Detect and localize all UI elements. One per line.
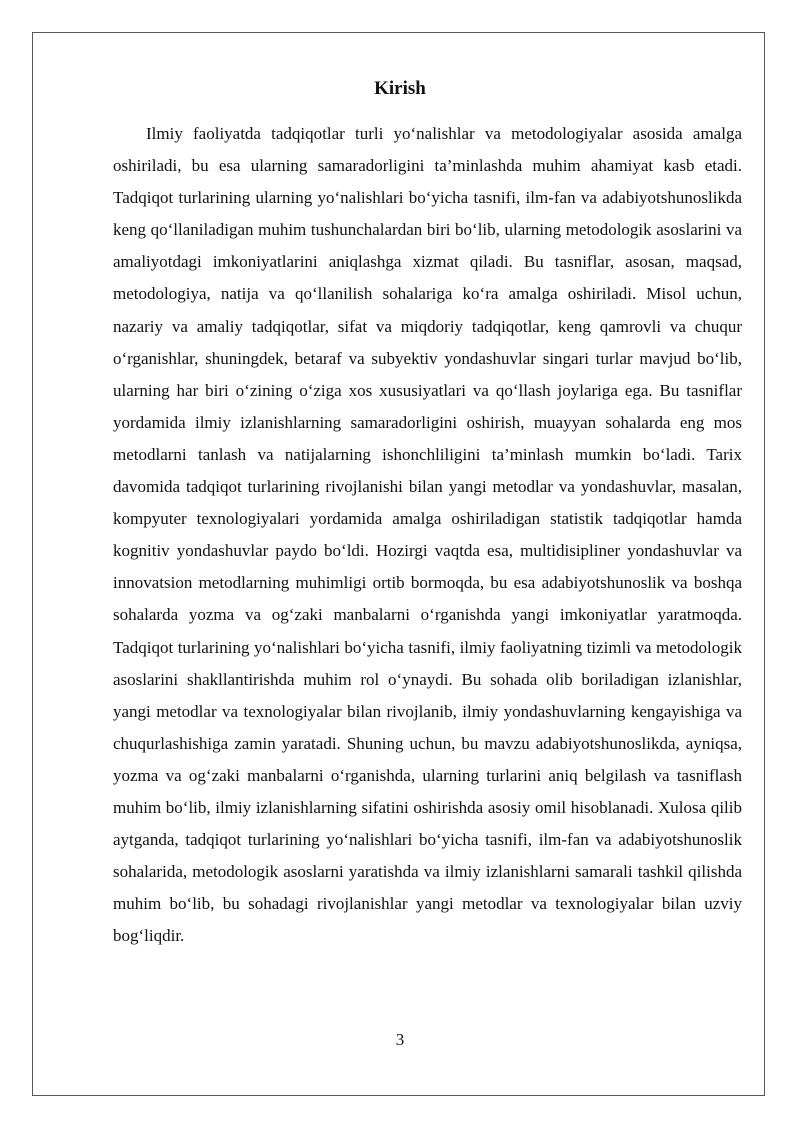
body-paragraph: Ilmiy faoliyatda tadqiqotlar turli yo‘nalishlar va metodologiyalar asosida amalga oshiriladi, bu esa ularning samaradorligini ta’minlashda muhim ahamiyat kasb etadi. Tadqiqot turlarining ularning yo‘nalishlari bo‘yicha tasnifi, ilm-fan va adabiyotshunoslikda keng qo‘llaniladigan muhim tushunchalardan biri bo‘lib, ularning metodologik asoslarini va amaliyotdagi imkoniyatlarini aniqlashga xizmat qiladi. Bu tasniflar, asosan, maqsad, metodologiya, natija va qo‘llanilish sohalariga ko‘ra amalga oshiriladi. Misol uchun, nazariy va amaliy tadqiqotlar, sifat va miqdoriy tadqiqotlar, keng qamrovli va chuqur o‘rganishlar, shuningdek, betaraf va subyektiv yondashuvlar singari turlar mavjud bo‘lib, ularning har biri o‘zining o‘ziga xos xususiyatlari va qo‘llash joylariga ega. Bu tasniflar yordamida ilmiy izlanishlarning samaradorligini oshirish, muayyan sohalarda eng mos metodlarni tanlash va natijalarning ishonchliligini ta’minlash mumkin bo‘ladi. Tarix davomida tadqiqot turlarining rivojlanishi bilan yangi metodlar va yondashuvlar, masalan, kompyuter texnologiyalari yordamida amalga oshiriladigan statistik tadqiqotlar hamda kognitiv yondashuvlar paydo bo‘ldi. Hozirgi vaqtda esa, multidisipliner yondashuvlar va innovatsion metodlarning muhimligi ortib bormoqda, bu esa adabiyotshunoslik va boshqa sohalarda yozma va og‘zaki manbalarni o‘rganishda yangi imkoniyatlar yaratmoqda. Tadqiqot turlarining yo‘nalishlari bo‘yicha tasnifi, ilmiy faoliyatning tizimli va metodologik asoslarini shakllantirishda muhim rol o‘ynaydi. Bu sohada olib boriladigan izlanishlar, yangi metodlar va texnologiyalar bilan rivojlanib, ilmiy yondashuvlarning kengayishiga va chuqurlashishiga zamin yaratadi. Shuning uchun, bu mavzu adabiyotshunoslikda, ayniqsa, yozma va og‘zaki manbalarni o‘rganishda, ularning turlarini aniq belgilash va tasniflash muhim bo‘lib, ilmiy izlanishlarning sifatini oshirishda asosiy omil hisoblanadi. Xulosa qilib aytganda, tadqiqot turlarining yo‘nalishlari bo‘yicha tasnifi, ilm-fan va adabiyotshunoslik sohalarida, metodologik asoslarni yaratishda va ilmiy izlanishlarni samarali tashkil qilishda muhim bo‘lib, bu sohadagi rivojlanishlar yangi metodlar va texnologiyalar bilan uzviy bog‘liqdir.	[113, 124, 742, 946]
page-title: Kirish	[374, 78, 426, 99]
page-number: 3	[395, 1030, 405, 1049]
